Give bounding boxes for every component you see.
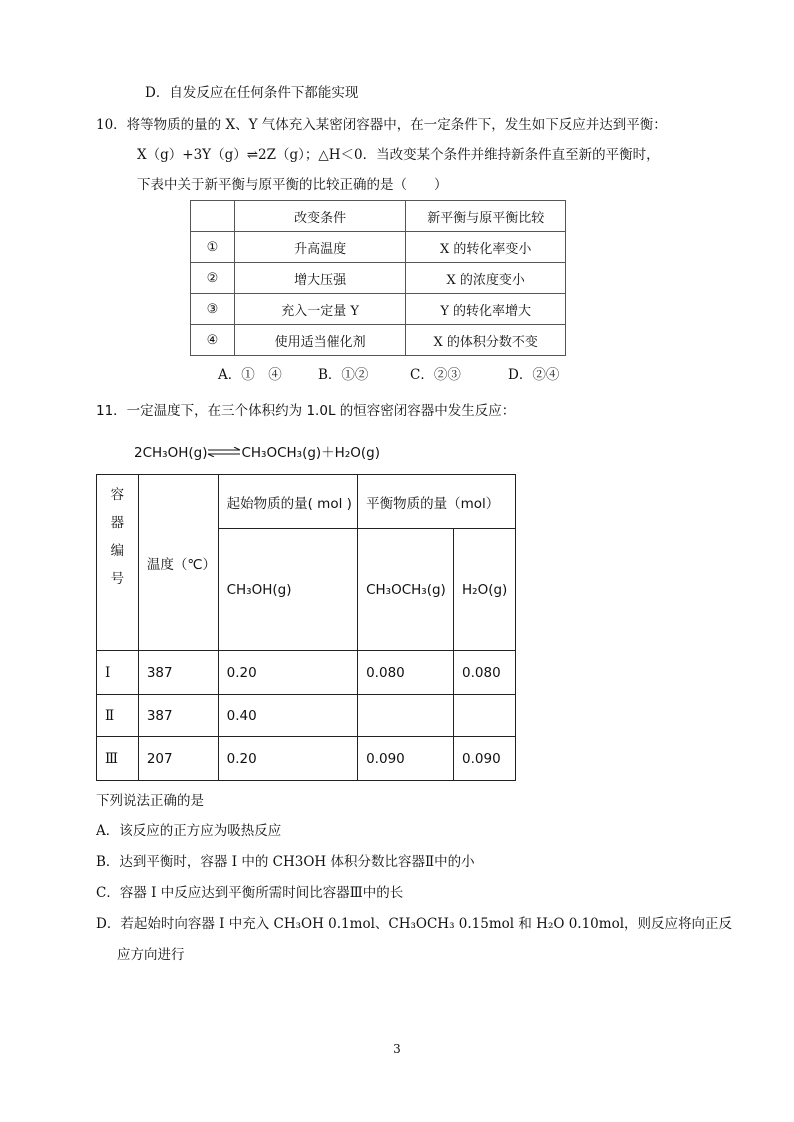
- table-cell: 使用适当催化剂: [234, 325, 406, 356]
- page-number: 3: [393, 1042, 401, 1056]
- q10-table: [190, 200, 566, 356]
- table-cell: 0.090: [358, 737, 454, 781]
- header-char: 器: [110, 515, 125, 531]
- q11-option-c: C．容器 I 中反应达到平衡所需时间比容器Ⅲ中的长: [96, 885, 404, 901]
- table-row: [97, 695, 516, 737]
- table-cell: ②: [191, 263, 235, 294]
- table-row: [97, 737, 516, 781]
- q10-stem-line2: X（g）+3Y（g）⇌2Z（g）；△H＜0．当改变某个条件并维持新条件直至新的平衡时，: [137, 147, 660, 163]
- table-row: [191, 263, 566, 294]
- table-cell: 0.090: [454, 737, 516, 781]
- table-cell: ③: [191, 294, 235, 325]
- table-cell: Ⅲ: [97, 737, 139, 781]
- q10-stem-line3: 下表中关于新平衡与原平衡的比较正确的是（ ）: [137, 177, 448, 193]
- header-start-amount: 起始物质的量( mol ): [218, 475, 357, 529]
- q11-option-a: A．该反应的正方应为吸热反应: [96, 823, 282, 839]
- subheader-ch3och3: CH₃OCH₃(g): [358, 529, 454, 651]
- q10-option-b: B．①②: [318, 367, 369, 383]
- table-cell: 改变条件: [234, 201, 406, 232]
- table-row: [191, 294, 566, 325]
- table-cell: 0.20: [218, 651, 357, 695]
- equation-reactant: 2CH₃OH(g): [134, 445, 208, 461]
- table-cell: 0.080: [358, 651, 454, 695]
- header-equilibrium-amount: 平衡物质的量（mol）: [358, 475, 516, 529]
- table-cell: 升高温度: [234, 232, 406, 263]
- table-cell: X 的转化率变小: [406, 232, 566, 263]
- table-cell: I: [97, 651, 139, 695]
- subheader-h2o: H₂O(g): [454, 529, 516, 651]
- header-char: 容: [110, 487, 125, 503]
- q11-option-d-continued: 应方向进行: [117, 947, 185, 963]
- subheader-ch3oh: CH₃OH(g): [218, 529, 357, 651]
- header-container-number: [97, 475, 139, 651]
- q10-option-d: D．②④: [508, 367, 560, 383]
- table-cell: [454, 695, 516, 737]
- table-cell: Y 的转化率增大: [406, 294, 566, 325]
- q11-table: [96, 474, 516, 781]
- table-cell: ④: [191, 325, 235, 356]
- table-cell: 充入一定量 Y: [234, 294, 406, 325]
- table-cell: 0.40: [218, 695, 357, 737]
- table-row: [191, 325, 566, 356]
- equation-products: CH₃OCH₃(g)＋H₂O(g): [241, 445, 380, 461]
- table-cell: 增大压强: [234, 263, 406, 294]
- q11-option-d: D．若起始时向容器 I 中充入 CH₃OH 0.1mol、CH₃OCH₃ 0.15mol 和 H₂O 0.10mol，则反应将向正反: [96, 916, 733, 932]
- table-cell: [191, 201, 235, 232]
- header-temperature: 温度（℃）: [138, 475, 218, 651]
- q11-prompt: 下列说法正确的是: [96, 793, 204, 809]
- table-cell: 0.20: [218, 737, 357, 781]
- table-cell: Ⅱ: [97, 695, 139, 737]
- table-cell: X 的体积分数不变: [406, 325, 566, 356]
- q11-equation: [134, 444, 380, 462]
- header-char: 编: [110, 543, 125, 559]
- table-cell: 387: [138, 695, 218, 737]
- table-row: [191, 232, 566, 263]
- table-header-row: [97, 475, 516, 529]
- table-cell: 387: [138, 651, 218, 695]
- table-cell: [358, 695, 454, 737]
- q10-option-c: C．②③: [410, 367, 461, 383]
- table-header-row: [191, 201, 566, 232]
- table-cell: 新平衡与原平衡比较: [406, 201, 566, 232]
- q9-option-d: D．自发反应在任何条件下都能实现: [145, 85, 359, 101]
- table-cell: 0.080: [454, 651, 516, 695]
- header-char: 号: [110, 571, 125, 587]
- q10-stem-line1: 10．将等物质的量的 X、Y 气体充入某密闭容器中，在一定条件下，发生如下反应并达到平衡：: [96, 117, 667, 133]
- equilibrium-arrow-icon: [207, 444, 241, 462]
- q11-stem: 11．一定温度下，在三个体积约为 1.0L 的恒容密闭容器中发生反应：: [96, 403, 516, 419]
- table-cell: ①: [191, 232, 235, 263]
- q10-option-a: A．① ④: [218, 367, 282, 383]
- table-cell: X 的浓度变小: [406, 263, 566, 294]
- q11-option-b: B．达到平衡时，容器 I 中的 CH3OH 体积分数比容器Ⅱ中的小: [96, 854, 475, 870]
- table-row: [97, 651, 516, 695]
- table-cell: 207: [138, 737, 218, 781]
